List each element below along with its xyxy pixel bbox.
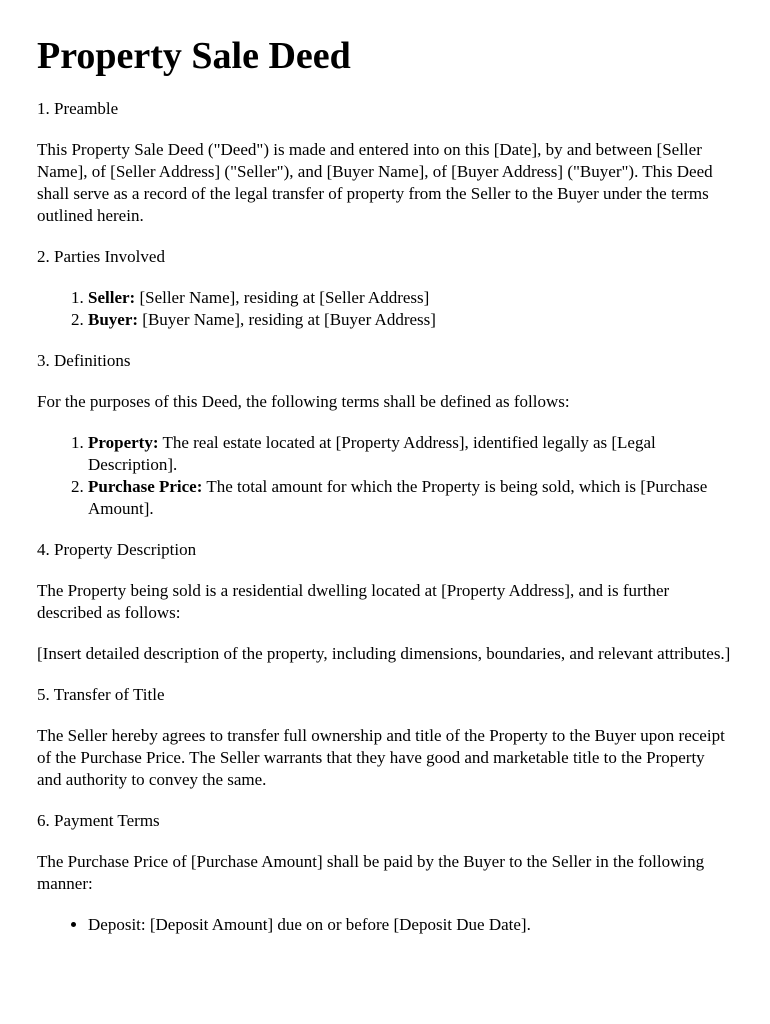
list-item <box>88 309 733 331</box>
definition-text-property: The real estate located at [Property Address], identified legally as [Legal Description]. <box>88 433 656 474</box>
document-title: Property Sale Deed <box>37 35 351 77</box>
section-heading-definitions: 3. Definitions <box>37 351 131 370</box>
payment-text: The Purchase Price of [Purchase Amount] shall be paid by the Buyer to the Seller in the following manner: <box>37 852 705 893</box>
section-heading-payment: 6. Payment Terms <box>37 811 160 830</box>
description-detail: [Insert detailed description of the property, including dimensions, boundaries, and relevant attributes.] <box>37 644 731 663</box>
preamble-text: This Property Sale Deed ("Deed") is made and entered into on this [Date], by and between [Seller Name], of [Seller Address] ("Seller"), and [Buyer Name], of [Buyer Address] ("Buyer"). This Deed shall serve as a record of the legal transfer of property from the Seller to the Buyer under the terms outlined herein. <box>37 140 713 225</box>
definitions-list <box>37 432 733 520</box>
list-item <box>88 432 733 476</box>
party-label-seller: Seller: <box>88 288 136 307</box>
party-text-buyer: [Buyer Name], residing at [Buyer Address] <box>138 310 436 329</box>
section-heading-preamble: 1. Preamble <box>37 99 119 118</box>
definition-label-property: Property: <box>88 433 159 452</box>
parties-list <box>37 287 733 331</box>
section-heading-description: 4. Property Description <box>37 540 197 559</box>
party-label-buyer: Buyer: <box>88 310 139 329</box>
transfer-text: The Seller hereby agrees to transfer full ownership and title of the Property to the Buyer upon receipt of the Purchase Price. The Seller warrants that they have good and marketable title to the Property and authority to convey the same. <box>37 726 725 789</box>
list-item <box>88 476 733 520</box>
list-item <box>88 287 733 309</box>
payment-list <box>37 914 733 936</box>
section-heading-parties: 2. Parties Involved <box>37 247 165 266</box>
definition-text-purchase-price: The total amount for which the Property is being sold, which is [Purchase Amount]. <box>88 477 708 518</box>
section-heading-transfer: 5. Transfer of Title <box>37 685 165 704</box>
definition-label-purchase-price: Purchase Price: <box>88 477 203 496</box>
party-text-seller: [Seller Name], residing at [Seller Address] <box>135 288 430 307</box>
definitions-intro: For the purposes of this Deed, the following terms shall be defined as follows: <box>37 392 570 411</box>
description-text: The Property being sold is a residential dwelling located at [Property Address], and is further described as follows: <box>37 581 670 622</box>
list-item: • Deposit: [Deposit Amount] due on or before [Deposit Due Date]. <box>88 914 733 936</box>
